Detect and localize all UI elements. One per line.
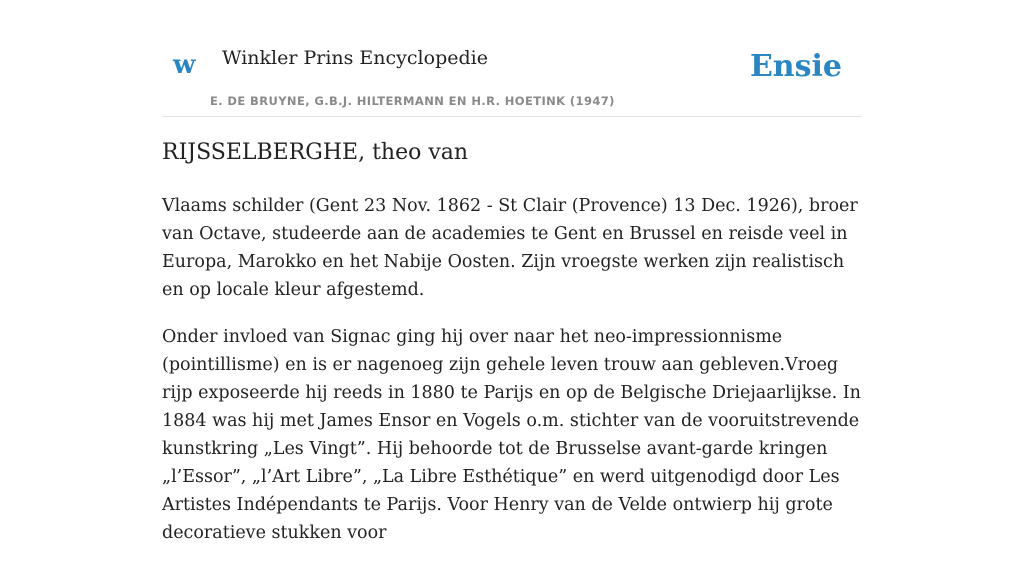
source-header <box>162 0 862 117</box>
source-logo-icon[interactable]: w <box>173 50 196 80</box>
page-container <box>162 0 862 543</box>
article-body <box>162 192 862 566</box>
ensie-logo-link[interactable]: Ensie <box>749 49 842 84</box>
article-paragraph: Onder invloed van Signac ging hij over naar het neo-impressionnisme (pointillisme) en is er nagenoeg zijn gehele leven trouw aan gebleven.Vroeg rijp exposeerde hij reeds in 1880 te Parijs en op de Belgische Driejaarlijkse. In 1884 was hij met James Ensor en Vogels o.m. stichter van de vooruitstrevende kunstkring „Les Vingt”. Hij behoorde tot de Brusselse avant-garde kringen „l’Essor”, „l’Art Libre”, „La Libre Esthétique” en werd uitgenodigd door Les Artistes Indépendants te Parijs. Voor Henry van de Velde ontwierp hij grote decoratieve stukken voor <box>162 327 861 543</box>
source-authors: E. DE BRUYNE, G.B.J. HILTERMANN EN H.R. HOETINK (1947) <box>210 94 615 108</box>
article-title: RIJSSELBERGHE, theo van <box>162 140 469 165</box>
article-paragraph: Vlaams schilder (Gent 23 Nov. 1862 - St Clair (Provence) 13 Dec. 1926), broer van Octave, studeerde aan de academies te Gent en Brussel en reisde veel in Europa, Marokko en het Nabije Oosten. Zijn vroegste werken zijn realistisch en op locale kleur afgestemd. <box>162 196 858 300</box>
source-title-link[interactable]: Winkler Prins Encyclopedie <box>222 47 488 69</box>
